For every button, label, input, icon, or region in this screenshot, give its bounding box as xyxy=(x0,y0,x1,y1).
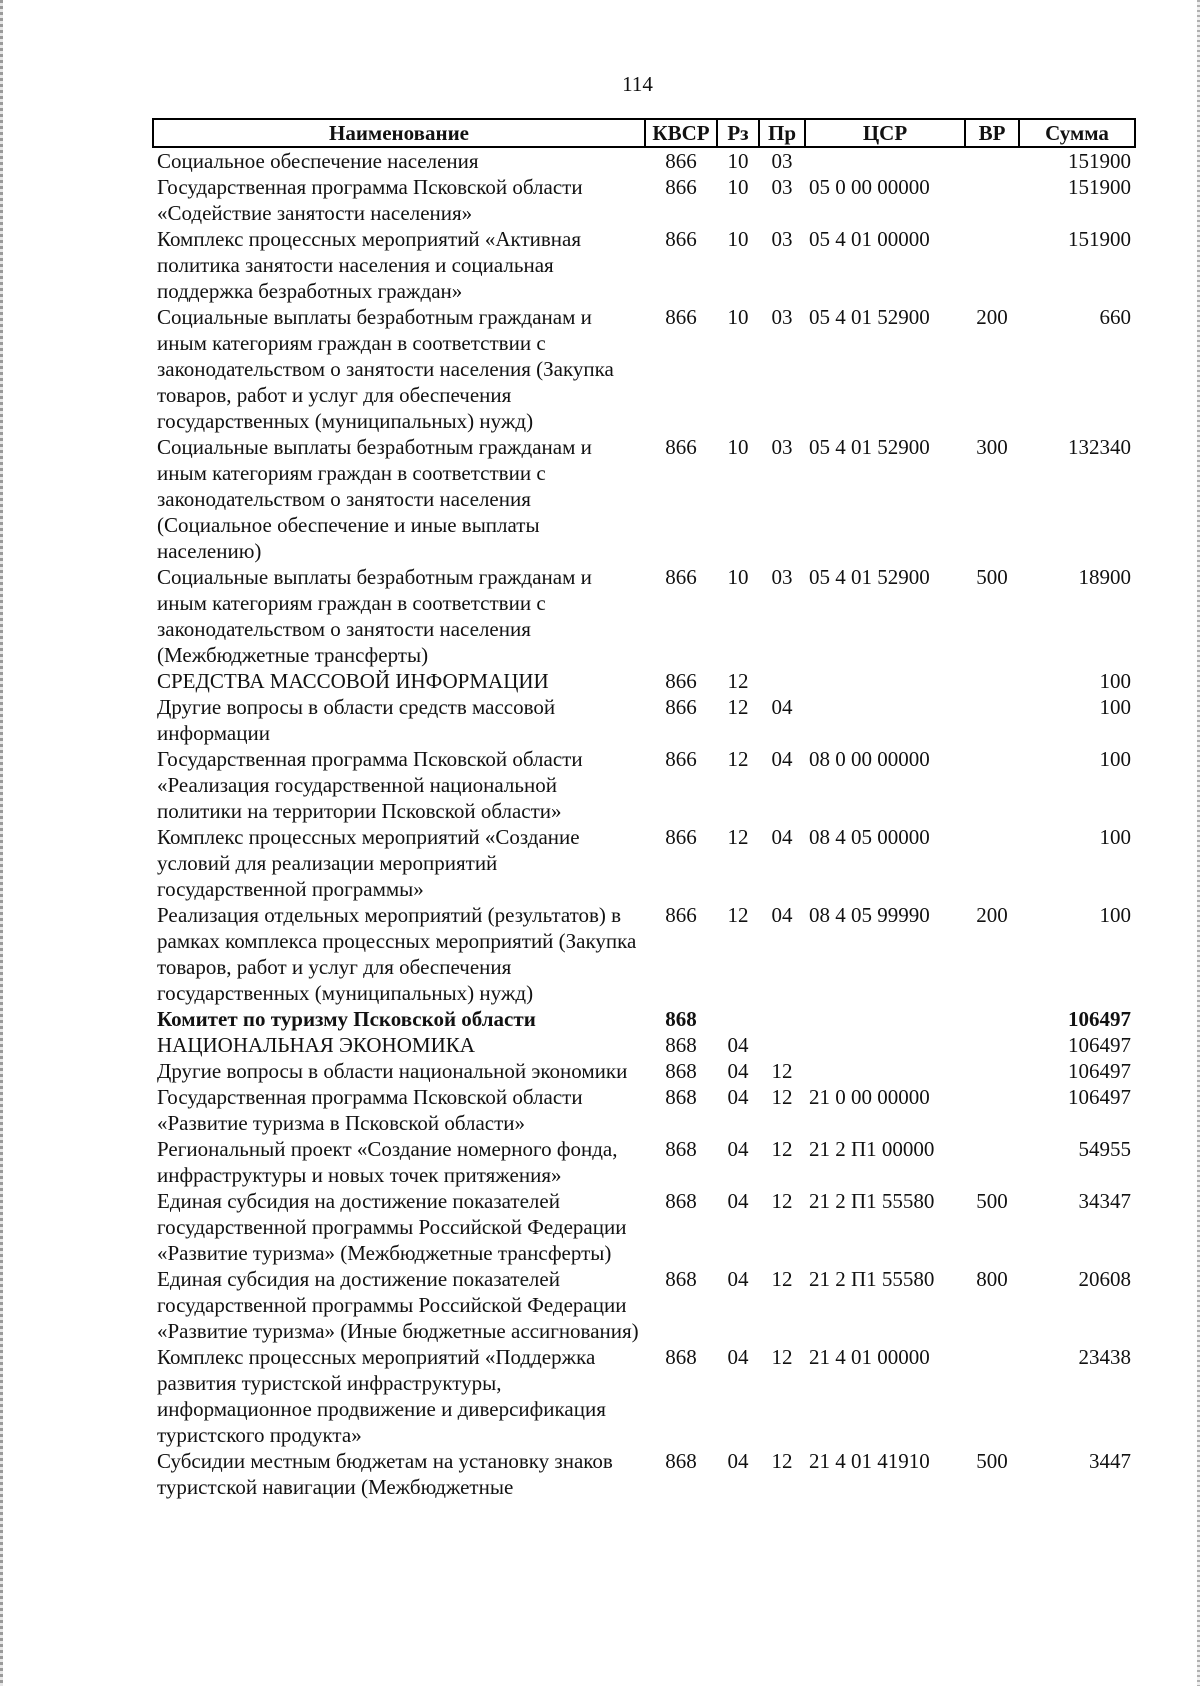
table-row xyxy=(153,824,1135,902)
cell-rz xyxy=(717,1006,759,1032)
table-body xyxy=(153,147,1135,1500)
cell-csr xyxy=(805,147,965,174)
cell-sum: 151900 xyxy=(1068,175,1131,199)
cell-rz: 10 xyxy=(727,149,749,173)
table-row xyxy=(153,1136,1135,1188)
cell-name: Социальное обеспечение населения xyxy=(157,149,479,173)
cell-name: Другие вопросы в области национальной экономики xyxy=(157,1059,628,1083)
cell-name: Комплекс процессных мероприятий «Активная политика занятости населения и социальная поддержка безработных граждан» xyxy=(157,227,581,303)
cell-sum: 132340 xyxy=(1068,435,1131,459)
cell-sum: 18900 xyxy=(1078,565,1131,589)
cell-rz: 04 xyxy=(727,1345,749,1369)
scan-edge-left xyxy=(0,0,3,1686)
cell-sum: 23438 xyxy=(1078,1345,1131,1369)
cell-csr: 21 2 П1 55580 xyxy=(809,1267,935,1291)
budget-table xyxy=(152,118,1136,1500)
header-csr: ЦСР xyxy=(805,119,965,147)
cell-csr: 08 4 05 99990 xyxy=(809,903,930,927)
cell-csr xyxy=(805,1058,965,1084)
cell-pr: 12 xyxy=(771,1267,793,1291)
cell-vr: 500 xyxy=(976,1449,1008,1473)
table-row xyxy=(153,304,1135,434)
cell-csr: 05 4 01 52900 xyxy=(809,305,930,329)
cell-pr: 12 xyxy=(771,1059,793,1083)
cell-name: Субсидии местным бюджетам на установку знаков туристской навигации (Межбюджетные xyxy=(157,1449,613,1499)
header-sum: Сумма xyxy=(1019,119,1135,147)
cell-vr: 300 xyxy=(976,435,1008,459)
cell-name: Социальные выплаты безработным гражданам и иным категориям граждан в соответствии с законодательством о занятости населения (Закупка товаров, работ и услуг для обеспечения государственных (муниципальных) нужд) xyxy=(157,305,614,433)
cell-pr: 04 xyxy=(771,747,793,771)
cell-kvsr: 866 xyxy=(665,695,697,719)
cell-vr xyxy=(965,174,1019,226)
cell-kvsr: 868 xyxy=(665,1137,697,1161)
cell-kvsr: 868 xyxy=(665,1033,697,1057)
cell-kvsr: 866 xyxy=(665,435,697,459)
table-row xyxy=(153,1266,1135,1344)
cell-vr xyxy=(965,147,1019,174)
cell-kvsr: 868 xyxy=(665,1345,697,1369)
cell-name: НАЦИОНАЛЬНАЯ ЭКОНОМИКА xyxy=(157,1033,475,1057)
cell-kvsr: 866 xyxy=(665,149,697,173)
cell-rz: 04 xyxy=(727,1189,749,1213)
cell-vr xyxy=(965,1006,1019,1032)
table-row xyxy=(153,746,1135,824)
header-row xyxy=(153,119,1135,147)
cell-pr: 03 xyxy=(771,175,793,199)
cell-rz: 04 xyxy=(727,1033,749,1057)
cell-kvsr: 866 xyxy=(665,825,697,849)
cell-name: Государственная программа Псковской области «Содействие занятости населения» xyxy=(157,175,583,225)
cell-vr xyxy=(965,226,1019,304)
cell-vr xyxy=(965,694,1019,746)
cell-pr: 03 xyxy=(771,435,793,459)
table-row xyxy=(153,1188,1135,1266)
cell-rz: 12 xyxy=(727,695,749,719)
cell-vr xyxy=(965,668,1019,694)
cell-pr: 12 xyxy=(771,1449,793,1473)
cell-vr: 800 xyxy=(976,1267,1008,1291)
cell-pr: 03 xyxy=(771,149,793,173)
table-row xyxy=(153,668,1135,694)
cell-pr: 12 xyxy=(771,1137,793,1161)
cell-kvsr: 868 xyxy=(665,1267,697,1291)
table-row xyxy=(153,902,1135,1006)
cell-name: СРЕДСТВА МАССОВОЙ ИНФОРМАЦИИ xyxy=(157,669,549,693)
cell-name: Комплекс процессных мероприятий «Создание условий для реализации мероприятий государственной программы» xyxy=(157,825,580,901)
table-row xyxy=(153,564,1135,668)
header-pr: Пр xyxy=(759,119,805,147)
cell-rz: 04 xyxy=(727,1267,749,1291)
cell-vr xyxy=(965,1032,1019,1058)
cell-sum: 151900 xyxy=(1068,227,1131,251)
cell-csr: 08 0 00 00000 xyxy=(809,747,930,771)
cell-rz: 12 xyxy=(727,825,749,849)
table-row xyxy=(153,434,1135,564)
cell-csr: 05 0 00 00000 xyxy=(809,175,930,199)
table-row xyxy=(153,1058,1135,1084)
cell-csr: 21 2 П1 00000 xyxy=(809,1137,935,1161)
cell-name: Государственная программа Псковской области «Развитие туризма в Псковской области» xyxy=(157,1085,583,1135)
cell-pr: 03 xyxy=(771,227,793,251)
cell-pr: 03 xyxy=(771,305,793,329)
cell-csr xyxy=(805,1032,965,1058)
cell-sum: 3447 xyxy=(1089,1449,1131,1473)
cell-pr: 03 xyxy=(771,565,793,589)
cell-name: Единая субсидия на достижение показателей государственной программы Российской Федерации «Развитие туризма» (Иные бюджетные ассигнования) xyxy=(157,1267,639,1343)
cell-rz: 04 xyxy=(727,1059,749,1083)
cell-kvsr: 866 xyxy=(665,669,697,693)
cell-csr: 05 4 01 52900 xyxy=(809,435,930,459)
cell-rz: 12 xyxy=(727,747,749,771)
cell-sum: 100 xyxy=(1099,669,1131,693)
cell-name: Социальные выплаты безработным гражданам и иным категориям граждан в соответствии с законодательством о занятости населения (Межбюджетные трансферты) xyxy=(157,565,592,667)
cell-kvsr: 868 xyxy=(665,1007,697,1031)
cell-kvsr: 866 xyxy=(665,175,697,199)
cell-vr: 500 xyxy=(976,565,1008,589)
cell-rz: 04 xyxy=(727,1085,749,1109)
cell-vr xyxy=(965,746,1019,824)
cell-sum: 660 xyxy=(1099,305,1131,329)
cell-vr: 200 xyxy=(976,903,1008,927)
table-row xyxy=(153,226,1135,304)
cell-rz: 10 xyxy=(727,565,749,589)
cell-kvsr: 866 xyxy=(665,747,697,771)
cell-csr: 21 0 00 00000 xyxy=(809,1085,930,1109)
cell-sum: 151900 xyxy=(1068,149,1131,173)
cell-sum: 106497 xyxy=(1068,1085,1131,1109)
cell-pr: 04 xyxy=(771,825,793,849)
cell-pr xyxy=(759,1032,805,1058)
cell-csr xyxy=(805,668,965,694)
cell-kvsr: 868 xyxy=(665,1189,697,1213)
cell-vr: 200 xyxy=(976,305,1008,329)
cell-rz: 10 xyxy=(727,175,749,199)
cell-rz: 10 xyxy=(727,435,749,459)
cell-kvsr: 868 xyxy=(665,1085,697,1109)
cell-csr xyxy=(805,1006,965,1032)
page-number: 114 xyxy=(622,72,653,96)
cell-name: Региональный проект «Создание номерного фонда, инфраструктуры и новых точек притяжения» xyxy=(157,1137,618,1187)
table-row xyxy=(153,1084,1135,1136)
table-row xyxy=(153,1006,1135,1032)
cell-kvsr: 866 xyxy=(665,305,697,329)
table-row xyxy=(153,694,1135,746)
table-row xyxy=(153,1448,1135,1500)
table-row xyxy=(153,1344,1135,1448)
cell-pr: 12 xyxy=(771,1345,793,1369)
cell-name: Социальные выплаты безработным гражданам и иным категориям граждан в соответствии с законодательством о занятости населения (Социальное обеспечение и иные выплаты населению) xyxy=(157,435,592,563)
table-row xyxy=(153,174,1135,226)
cell-name: Реализация отдельных мероприятий (результатов) в рамках комплекса процессных мероприятий (Закупка товаров, работ и услуг для обеспечения государственных (муниципальных) нужд) xyxy=(157,903,637,1005)
cell-csr: 08 4 05 00000 xyxy=(809,825,930,849)
cell-rz: 12 xyxy=(727,903,749,927)
cell-rz: 10 xyxy=(727,305,749,329)
cell-sum: 106497 xyxy=(1068,1033,1131,1057)
cell-name: Единая субсидия на достижение показателей государственной программы Российской Федерации «Развитие туризма» (Межбюджетные трансферты) xyxy=(157,1189,627,1265)
cell-name: Комплекс процессных мероприятий «Поддержка развития туристской инфраструктуры, информационное продвижение и диверсификация туристского продукта» xyxy=(157,1345,606,1447)
cell-sum: 100 xyxy=(1099,695,1131,719)
cell-vr xyxy=(965,1136,1019,1188)
cell-sum: 34347 xyxy=(1078,1189,1131,1213)
cell-vr: 500 xyxy=(976,1189,1008,1213)
cell-kvsr: 866 xyxy=(665,903,697,927)
cell-pr: 04 xyxy=(771,695,793,719)
cell-kvsr: 866 xyxy=(665,565,697,589)
cell-pr xyxy=(759,668,805,694)
cell-rz: 04 xyxy=(727,1137,749,1161)
cell-vr xyxy=(965,1084,1019,1136)
cell-csr: 05 4 01 00000 xyxy=(809,227,930,251)
table-row xyxy=(153,147,1135,174)
cell-sum: 100 xyxy=(1099,825,1131,849)
cell-kvsr: 868 xyxy=(665,1449,697,1473)
header-kvsr: КВСР xyxy=(645,119,717,147)
cell-name: Комитет по туризму Псковской области xyxy=(157,1007,536,1031)
cell-vr xyxy=(965,1058,1019,1084)
cell-sum: 20608 xyxy=(1078,1267,1131,1291)
cell-name: Другие вопросы в области средств массовой информации xyxy=(157,695,556,745)
cell-rz: 12 xyxy=(727,669,749,693)
cell-vr xyxy=(965,1344,1019,1448)
header-vr: ВР xyxy=(965,119,1019,147)
cell-csr: 21 4 01 41910 xyxy=(809,1449,930,1473)
cell-pr: 12 xyxy=(771,1085,793,1109)
table-row xyxy=(153,1032,1135,1058)
cell-kvsr: 866 xyxy=(665,227,697,251)
cell-rz: 04 xyxy=(727,1449,749,1473)
cell-csr: 21 2 П1 55580 xyxy=(809,1189,935,1213)
header-name: Наименование xyxy=(153,119,645,147)
cell-pr: 12 xyxy=(771,1189,793,1213)
cell-sum: 106497 xyxy=(1068,1007,1131,1031)
cell-pr: 04 xyxy=(771,903,793,927)
cell-pr xyxy=(759,1006,805,1032)
cell-csr: 21 4 01 00000 xyxy=(809,1345,930,1369)
cell-sum: 54955 xyxy=(1078,1137,1131,1161)
cell-rz: 10 xyxy=(727,227,749,251)
cell-sum: 106497 xyxy=(1068,1059,1131,1083)
cell-csr xyxy=(805,694,965,746)
cell-csr: 05 4 01 52900 xyxy=(809,565,930,589)
cell-kvsr: 868 xyxy=(665,1059,697,1083)
cell-name: Государственная программа Псковской области «Реализация государственной национальной политики на территории Псковской области» xyxy=(157,747,583,823)
cell-sum: 100 xyxy=(1099,747,1131,771)
cell-sum: 100 xyxy=(1099,903,1131,927)
cell-vr xyxy=(965,824,1019,902)
header-rz: Рз xyxy=(717,119,759,147)
